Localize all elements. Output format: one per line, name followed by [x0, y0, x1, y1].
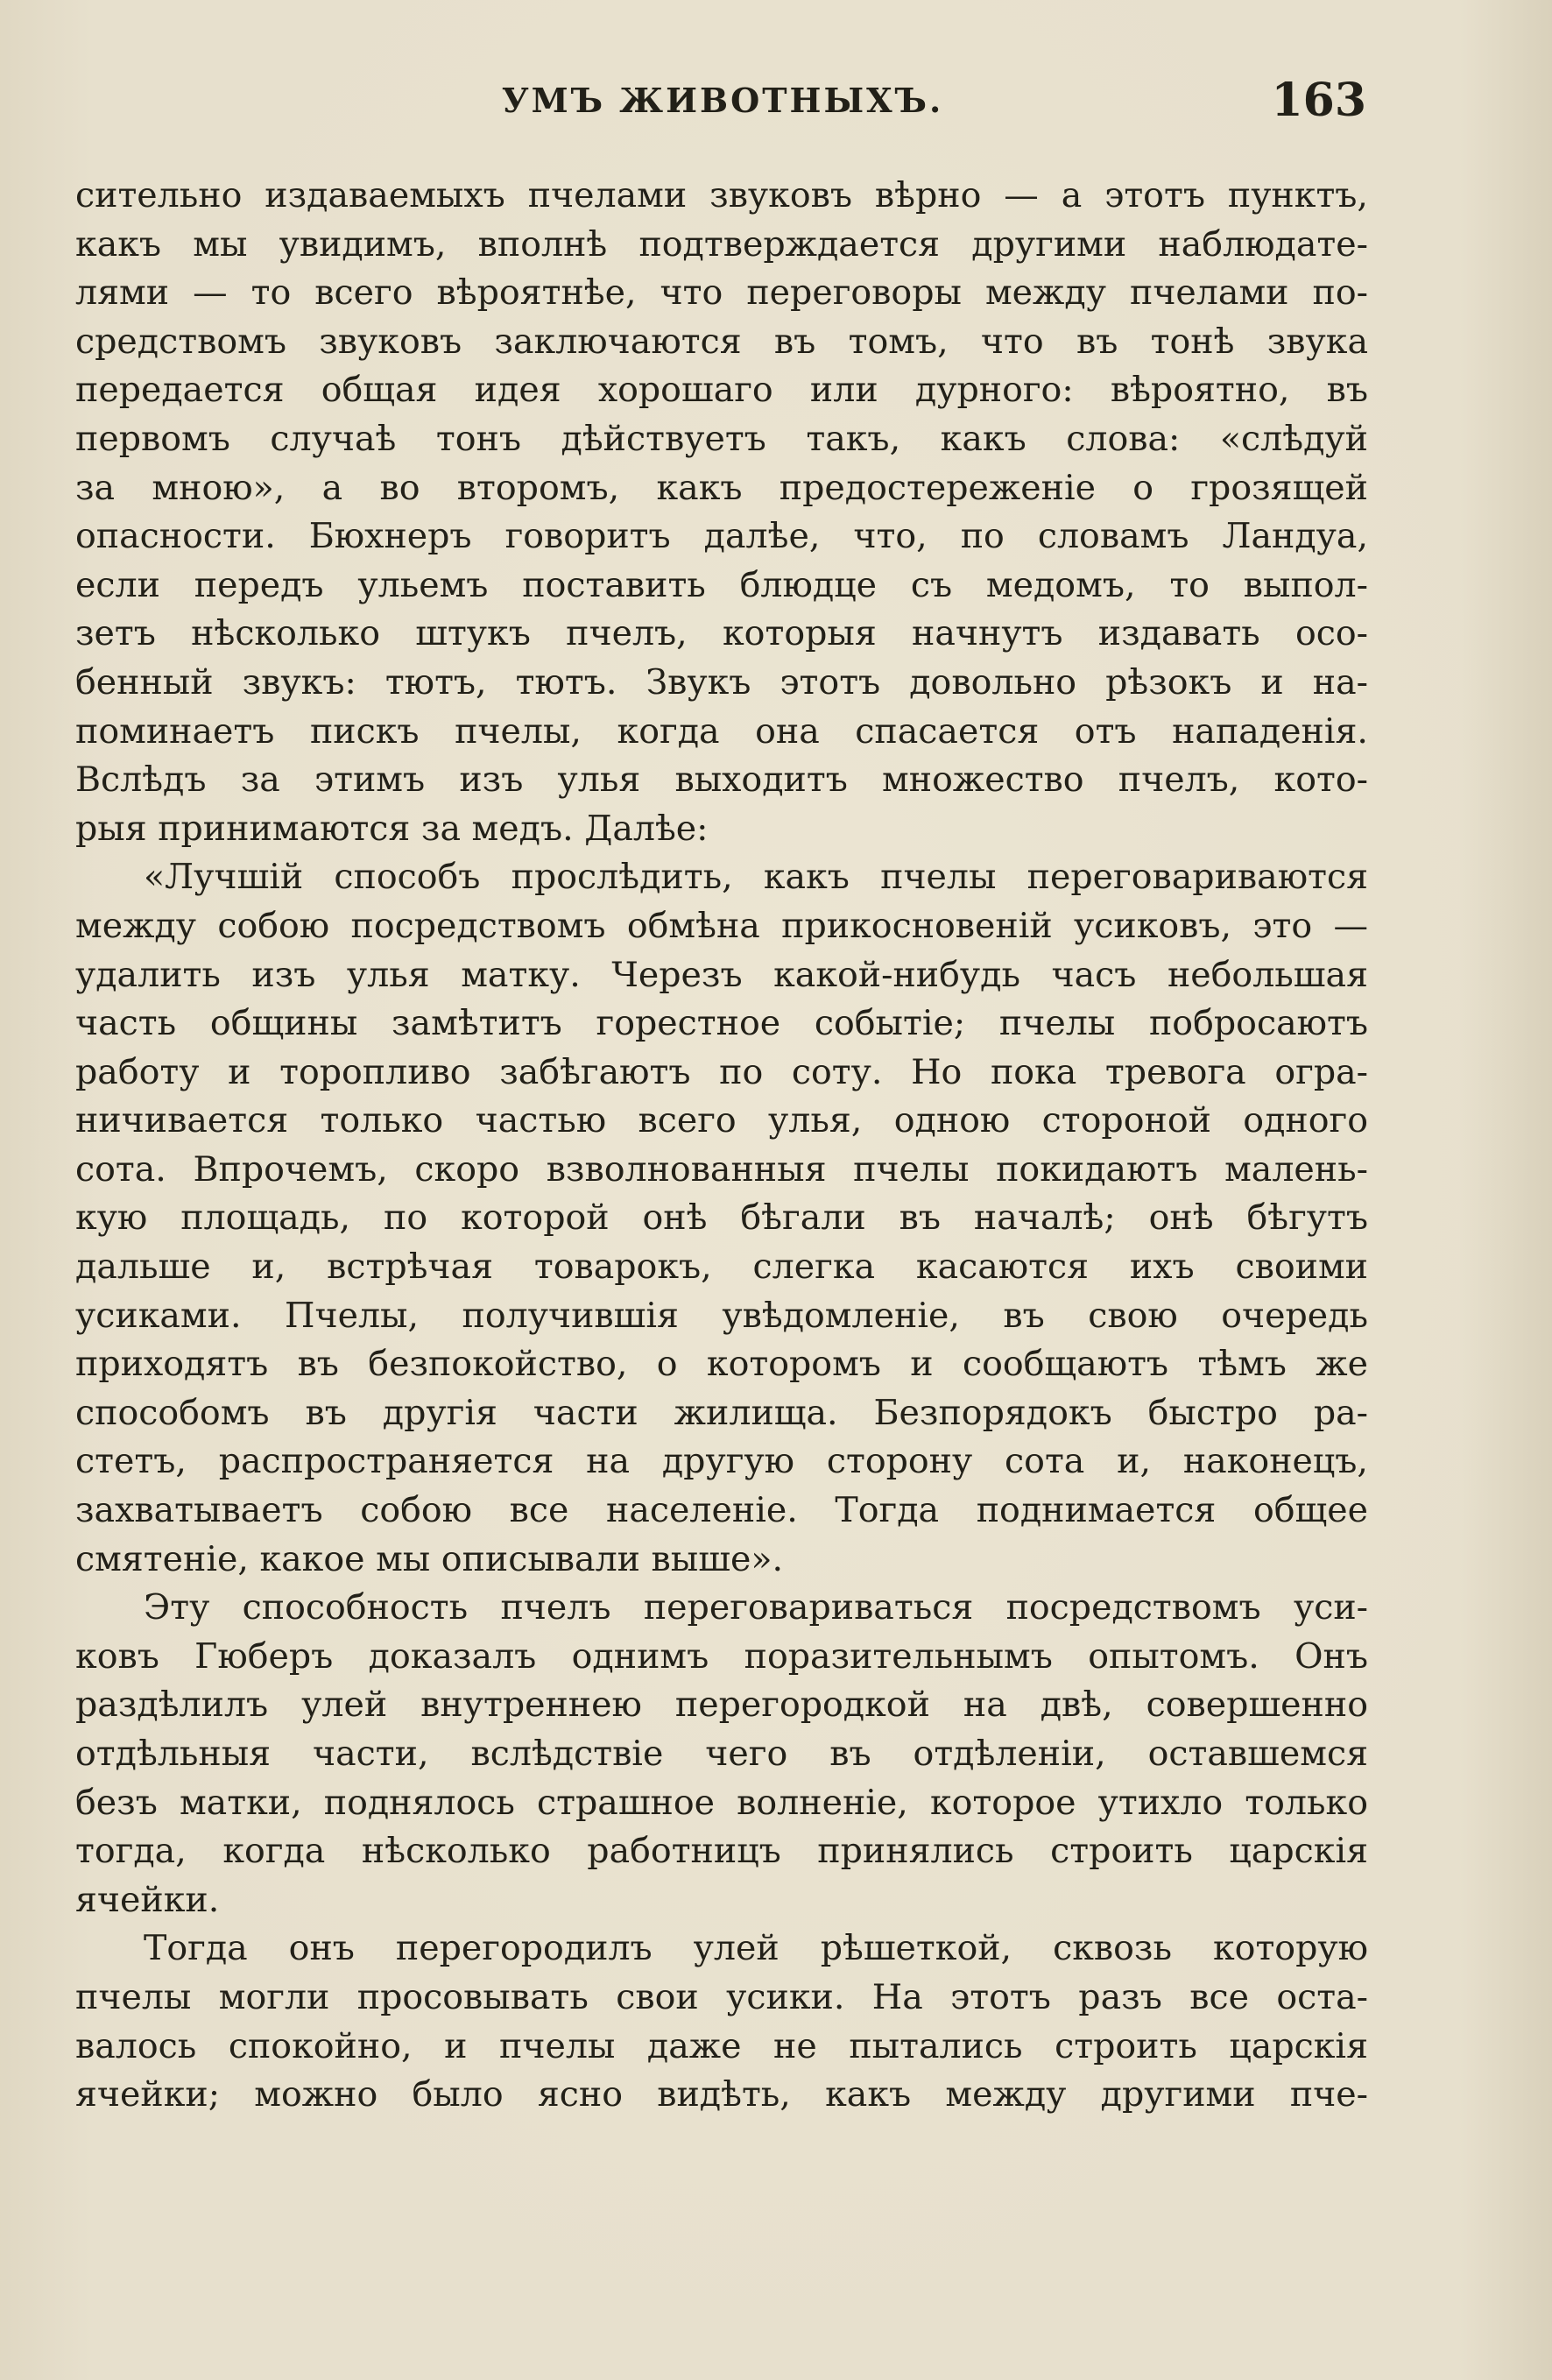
text-line: поминаетъ пискъ пчелы, когда она спасается отъ нападенія. — [75, 710, 1368, 752]
text-line: ничивается только частью всего улья, одною стороной одного — [75, 1100, 1368, 1141]
text-line: раздѣлилъ улей внутреннею перегородкой на двѣ, совершенно — [75, 1684, 1368, 1726]
text-line: Эту способность пчелъ переговариваться посредствомъ уси- — [144, 1587, 1368, 1628]
text-line: сота. Впрочемъ, скоро взволнованныя пчелы покидаютъ малень- — [75, 1148, 1368, 1190]
text-line: приходятъ въ безпокойство, о которомъ и сообщаютъ тѣмъ же — [75, 1344, 1368, 1385]
text-line: валось спокойно, и пчелы даже не пытались строить царскія — [75, 2025, 1368, 2066]
page-number: 163 — [1271, 74, 1366, 127]
body-text — [75, 172, 1368, 2120]
text-line: работу и торопливо забѣгаютъ по соту. Но пока тревога огра- — [75, 1051, 1368, 1092]
text-line: за мною», а во второмъ, какъ предостереженіе о грозящей — [75, 467, 1368, 508]
text-line: средствомъ звуковъ заключаются въ томъ, что въ тонѣ звука — [75, 321, 1368, 362]
text-line: безъ матки, поднялось страшное волненіе, которое утихло только — [75, 1782, 1368, 1823]
text-line: рыя принимаются за медъ. Далѣе: — [75, 808, 709, 849]
text-line: кую площадь, по которой онѣ бѣгали въ началѣ; онѣ бѣгутъ — [75, 1197, 1368, 1239]
text-line: смятеніе, какое мы описывали выше». — [75, 1538, 784, 1579]
text-line: сительно издаваемыхъ пчелами звуковъ вѣрно — а этотъ пунктъ, — [75, 175, 1368, 215]
text-line: Вслѣдъ за этимъ изъ улья выходитъ множество пчелъ, кото- — [75, 759, 1368, 801]
text-line: усиками. Пчелы, получившія увѣдомленіе, въ свою очередь — [75, 1295, 1368, 1336]
page-header — [79, 74, 1366, 135]
text-line: «Лучшій способъ прослѣдить, какъ пчелы переговариваются — [144, 857, 1368, 898]
text-line: лями — то всего вѣроятнѣе, что переговоры между пчелами по- — [75, 272, 1368, 314]
text-line: захватываетъ собою все населеніе. Тогда поднимается общее — [75, 1490, 1368, 1531]
text-line: зетъ нѣсколько штукъ пчелъ, которыя начнутъ издавать осо- — [75, 613, 1368, 654]
text-line: способомъ въ другія части жилища. Безпорядокъ быстро ра- — [75, 1392, 1368, 1433]
text-line: тогда, когда нѣсколько работницъ принялись строить царскія — [75, 1831, 1368, 1872]
text-line: удалить изъ улья матку. Черезъ какой-нибудь часъ небольшая — [75, 954, 1368, 995]
text-line: если передъ ульемъ поставить блюдце съ медомъ, то выпол- — [75, 564, 1368, 605]
text-line: опасности. Бюхнеръ говоритъ далѣе, что, по словамъ Ландуа, — [75, 516, 1368, 557]
text-line: часть общины замѣтитъ горестное событіе; пчелы побросаютъ — [75, 1003, 1368, 1044]
text-line: первомъ случаѣ тонъ дѣйствуетъ такъ, какъ слова: «слѣдуй — [75, 418, 1368, 459]
text-line: Тогда онъ перегородилъ улей рѣшеткой, сквозь которую — [144, 1928, 1368, 1969]
running-head: УМЪ ЖИВОТНЫХЪ. — [501, 81, 944, 120]
text-line: пчелы могли просовывать свои усики. На этотъ разъ все оста- — [75, 1976, 1368, 2017]
text-line: какъ мы увидимъ, вполнѣ подтверждается другими наблюдате- — [75, 223, 1368, 265]
text-line: ячейки; можно было ясно видѣть, какъ между другими пче- — [75, 2074, 1368, 2115]
text-line: дальше и, встрѣчая товарокъ, слегка касаются ихъ своими — [75, 1246, 1368, 1288]
text-line: ковъ Гюберъ доказалъ однимъ поразительнымъ опытомъ. Онъ — [75, 1635, 1368, 1677]
text-line: стетъ, распространяется на другую сторону сота и, наконецъ, — [75, 1441, 1368, 1482]
text-line: ячейки. — [75, 1879, 220, 1920]
text-line: между собою посредствомъ обмѣна прикосновеній усиковъ, это — — [75, 905, 1368, 946]
text-line: бенный звукъ: тютъ, тютъ. Звукъ этотъ довольно рѣзокъ и на- — [75, 661, 1368, 703]
text-line: передается общая идея хорошаго или дурного: вѣроятно, въ — [75, 370, 1368, 411]
text-line: отдѣльныя части, вслѣдствіе чего въ отдѣленіи, оставшемся — [75, 1734, 1368, 1774]
